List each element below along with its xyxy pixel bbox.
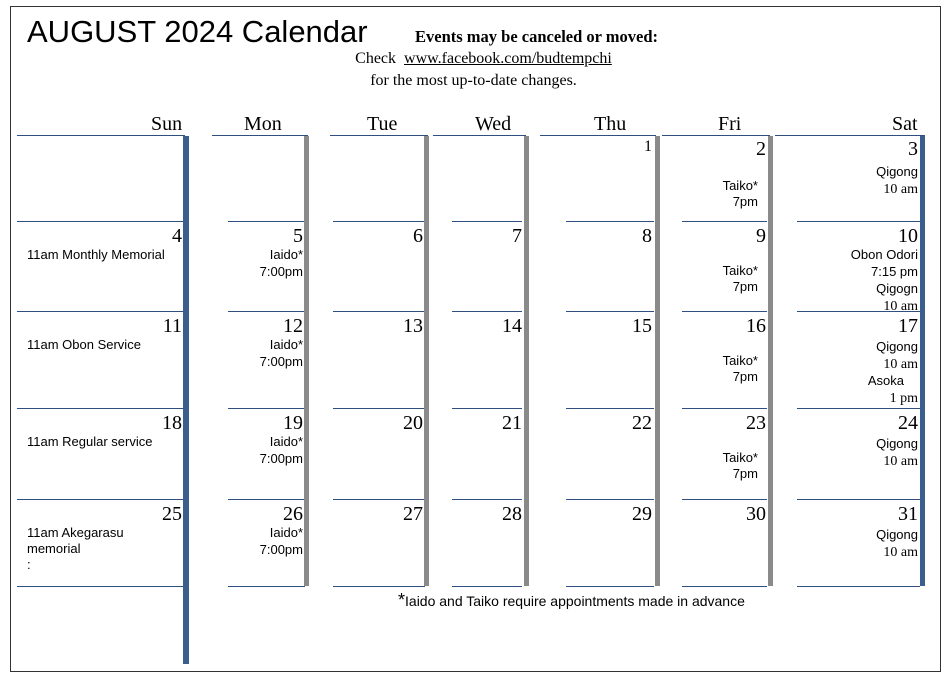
day-number: 30: [746, 503, 766, 525]
event-text: Qigong: [876, 164, 918, 179]
day-cell: [432, 408, 522, 499]
day-number: 27: [403, 503, 423, 525]
event-text: 10 am: [883, 299, 918, 314]
notice-suffix: for the most up-to-date changes.: [370, 72, 577, 89]
day-cell: [660, 136, 766, 221]
weekday-header-fri: Fri: [718, 113, 742, 135]
event-text: 10 am: [883, 182, 918, 197]
day-number: 10: [898, 225, 918, 247]
day-number: 9: [756, 225, 766, 247]
day-number: 15: [632, 315, 652, 337]
event-text: Taiko*: [722, 263, 758, 278]
weekday-header-tue: Tue: [367, 113, 398, 135]
event-text: 7:00pm: [259, 542, 303, 557]
day-number: 20: [403, 412, 423, 434]
day-cell: [660, 408, 766, 499]
day-cell: [17, 136, 182, 221]
footnote: [398, 590, 745, 611]
day-number: 19: [283, 412, 303, 434]
day-cell: [432, 311, 522, 408]
event-text: Taiko*: [722, 178, 758, 193]
event-text: 11am Regular service: [27, 434, 153, 449]
weekday-header-mon: Mon: [244, 113, 282, 135]
event-text: Qigong: [876, 436, 918, 451]
footnote-asterisk: *: [398, 590, 406, 610]
event-text: Iaido*: [269, 525, 303, 540]
notice-headline: Events may be canceled or moved:: [415, 27, 659, 46]
day-cell: [17, 311, 182, 408]
day-cell: [432, 499, 522, 586]
day-cell: [529, 136, 652, 221]
event-text: 7:00pm: [259, 451, 303, 466]
weekday-header-sat: Sat: [892, 113, 918, 135]
week-row-divider: [452, 586, 522, 587]
event-text: 1 pm: [889, 391, 918, 406]
day-number: 7: [512, 225, 522, 247]
day-cell: [311, 311, 423, 408]
day-cell: [190, 408, 303, 499]
day-cell: [529, 221, 652, 311]
day-number: 17: [898, 315, 918, 337]
week-row-divider: [797, 586, 920, 587]
day-cell: [660, 311, 766, 408]
event-text: Iaido*: [269, 337, 303, 352]
day-number: 2: [756, 138, 766, 160]
day-number: 12: [283, 315, 303, 337]
day-cell: [311, 136, 423, 221]
day-number: 11: [162, 315, 182, 337]
event-text: Qigong: [876, 339, 918, 354]
event-text: Taiko*: [722, 353, 758, 368]
day-cell: [529, 311, 652, 408]
day-number: 6: [413, 225, 423, 247]
event-text: Obon Odori: [850, 247, 918, 262]
day-cell: [311, 408, 423, 499]
weekday-header-sun: Sun: [151, 113, 183, 135]
day-cell: [775, 499, 918, 586]
day-number: 23: [746, 412, 766, 434]
event-text: 7pm: [732, 369, 758, 384]
day-cell: [432, 221, 522, 311]
day-number: 24: [898, 412, 918, 434]
weekday-header-thu: Thu: [594, 113, 627, 135]
day-number: 3: [908, 138, 918, 160]
event-text: Taiko*: [722, 450, 758, 465]
day-number: 21: [502, 412, 522, 434]
week-row-divider: [682, 586, 767, 587]
week-row-divider: [333, 586, 425, 587]
day-number: 4: [172, 225, 182, 247]
day-number: 8: [642, 225, 652, 247]
day-cell: [660, 221, 766, 311]
day-cell: [775, 408, 918, 499]
event-text: :: [27, 557, 31, 572]
day-number: 16: [746, 315, 766, 337]
day-number: 18: [162, 412, 182, 434]
column-divider-bar: [424, 136, 429, 586]
column-divider-bar: [304, 136, 309, 586]
event-text: 7:15 pm: [871, 264, 918, 279]
day-cell: [311, 221, 423, 311]
week-row-divider: [566, 586, 654, 587]
event-text: 7pm: [732, 194, 758, 209]
day-cell: [190, 311, 303, 408]
event-text: Iaido*: [269, 434, 303, 449]
day-cell: [660, 499, 766, 586]
event-text: 11am Obon Service: [27, 337, 141, 352]
day-number: 22: [632, 412, 652, 434]
event-text: 7pm: [732, 279, 758, 294]
day-number: 25: [162, 503, 182, 525]
day-cell: [17, 408, 182, 499]
event-text: 11am Monthly Memorial: [27, 247, 165, 262]
footnote-text: Iaido and Taiko require appointments made in advance: [405, 593, 745, 609]
event-text: Asoka: [867, 373, 904, 388]
event-text: 7pm: [732, 466, 758, 481]
column-divider-bar: [768, 136, 773, 586]
day-number: 29: [632, 503, 652, 525]
day-number: 1: [644, 138, 652, 155]
notice-check-line: [0, 50, 947, 68]
event-text: 7:00pm: [259, 264, 303, 279]
day-number: 14: [502, 315, 522, 337]
day-number: 5: [293, 225, 303, 247]
day-number: 13: [403, 315, 423, 337]
weekday-header-wed: Wed: [475, 113, 512, 135]
event-text: 10 am: [883, 545, 918, 560]
day-cell: [17, 221, 182, 311]
event-text: Iaido*: [269, 247, 303, 262]
page-title: AUGUST 2024 Calendar: [27, 14, 368, 49]
day-cell: [775, 221, 918, 314]
day-number: 31: [898, 503, 918, 525]
day-cell: [529, 408, 652, 499]
day-cell: [311, 499, 423, 586]
notice-check-prefix: Check: [355, 50, 397, 67]
event-text: Qigogn: [876, 281, 918, 296]
day-number: 26: [283, 503, 303, 525]
event-text: 11am Akegarasu: [27, 525, 124, 540]
event-text: 7:00pm: [259, 354, 303, 369]
day-cell: [775, 311, 918, 408]
day-number: 28: [502, 503, 522, 525]
event-text: 10 am: [883, 357, 918, 372]
day-cell: [190, 221, 303, 311]
event-text: 10 am: [883, 454, 918, 469]
event-text: Qigong: [876, 527, 918, 542]
day-cell: [775, 136, 918, 221]
day-cell: [529, 499, 652, 586]
day-cell: [190, 136, 303, 221]
column-divider-bar: [183, 136, 189, 664]
day-cell: [190, 499, 303, 586]
column-divider-bar: [920, 136, 925, 586]
event-text: memorial: [27, 541, 81, 556]
week-row-divider: [17, 586, 183, 587]
facebook-link[interactable]: www.facebook.com/budtempchi: [404, 50, 612, 67]
day-cell: [17, 499, 182, 586]
week-row-divider: [228, 586, 305, 587]
day-cell: [432, 136, 522, 221]
